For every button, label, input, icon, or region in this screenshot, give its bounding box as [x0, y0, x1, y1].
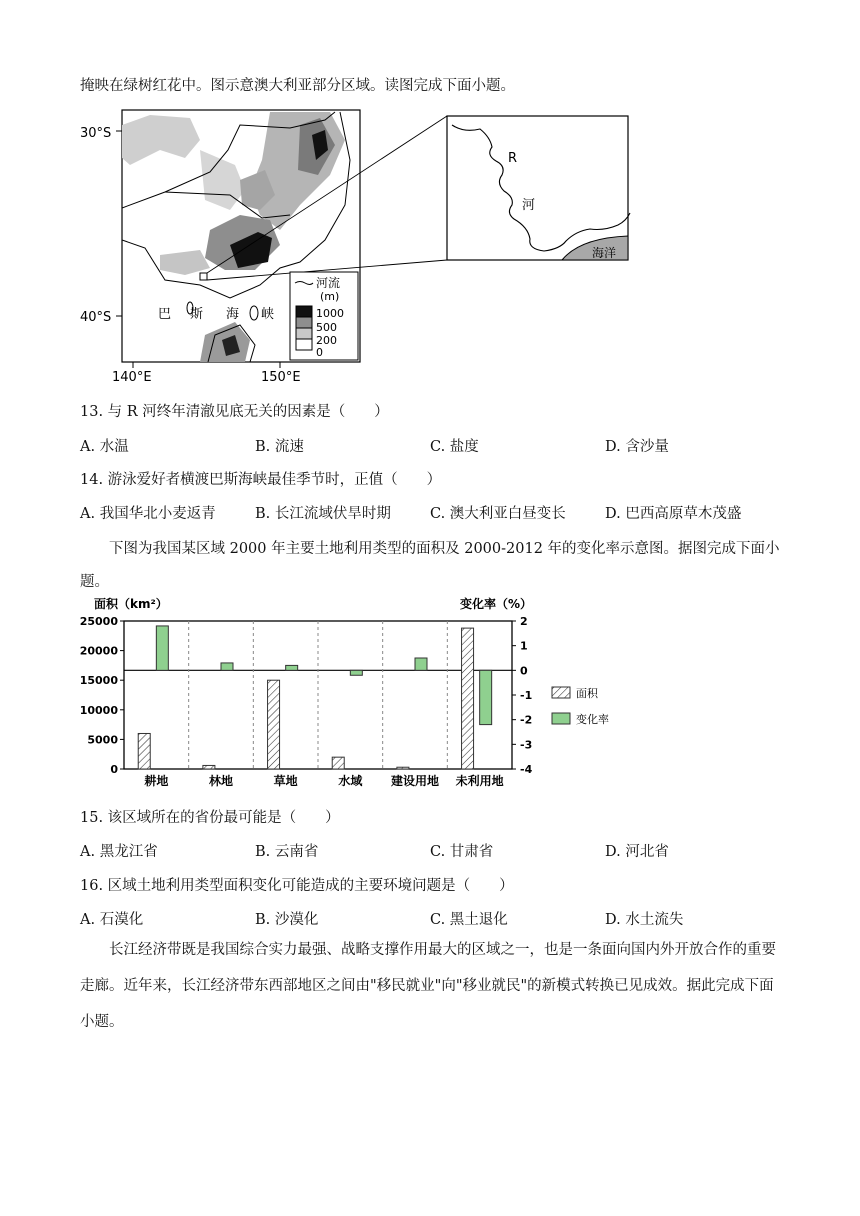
area-bar: [397, 767, 409, 769]
q16-option-a[interactable]: A. 石漠化: [80, 912, 144, 928]
category-label: 草地: [273, 774, 298, 788]
q15-option-d[interactable]: D. 河北省: [605, 844, 669, 860]
lon-label-140: 140°E: [112, 370, 152, 385]
category-label: 耕地: [144, 774, 169, 788]
legend-area-label: 面积: [576, 687, 598, 700]
area-bar: [203, 765, 215, 769]
q13-option-d[interactable]: D. 含沙量: [605, 439, 669, 455]
passage-3: 长江经济带既是我国综合实力最强、战略支撑作用最大的区域之一，也是一条面向国内外开放合作的重要走廊。近年来，长江经济带东西部地区之间由"移民就业"向"移业就民"的新模式转换已见成效。据此完成下面小题。: [80, 942, 776, 1030]
strait-char-3: 海: [226, 307, 240, 322]
q14-option-c[interactable]: C. 澳大利亚白昼变长: [430, 506, 566, 522]
q16-option-c[interactable]: C. 黑土退化: [430, 912, 508, 928]
chart-right-axis-title: 变化率（%）: [460, 597, 533, 611]
strait-char-2: 斯: [190, 307, 204, 322]
passage-2-line-2: 题。: [80, 574, 109, 590]
q15-option-a[interactable]: A. 黑龙江省: [80, 844, 158, 860]
legend-rate-label: 变化率: [576, 713, 609, 726]
right-tick-label: -3: [520, 738, 533, 752]
right-tick-label: 0: [520, 664, 528, 678]
land-use-chart: [80, 595, 640, 795]
inset-locator-box: [200, 273, 207, 280]
inset-river-char: 河: [522, 198, 536, 213]
change-rate-bar: [415, 658, 427, 670]
right-tick-label: 2: [520, 615, 528, 628]
category-label: 建设用地: [390, 774, 440, 788]
q14-option-a[interactable]: A. 我国华北小麦返青: [80, 506, 216, 522]
q13-option-c[interactable]: C. 盐度: [430, 439, 479, 455]
legend-river-label: 河流: [316, 276, 341, 290]
intro-text: 掩映在绿树红花中。图示意澳大利亚部分区域。读图完成下面小题。: [80, 78, 515, 94]
right-tick-label: 1: [520, 639, 528, 653]
left-tick-label: 10000: [80, 703, 118, 717]
inset-ocean-label: 海洋: [592, 246, 617, 260]
q15-option-b[interactable]: B. 云南省: [255, 844, 319, 860]
right-tick-label: -1: [520, 689, 533, 702]
q13-option-b[interactable]: B. 流速: [255, 439, 304, 455]
area-bar: [332, 757, 344, 769]
right-tick-label: -4: [520, 763, 533, 776]
question-15-stem: 15. 该区域所在的省份最可能是（ ）: [80, 810, 340, 826]
change-rate-bar: [350, 670, 362, 675]
legend-area-swatch: [552, 687, 570, 698]
category-label: 水域: [338, 774, 363, 788]
category-label: 未利用地: [455, 774, 504, 788]
change-rate-bar: [480, 670, 492, 724]
chart-left-axis-title: 面积（km²）: [94, 597, 168, 611]
left-tick-label: 25000: [80, 615, 118, 628]
change-rate-bar: [221, 663, 233, 670]
lat-label-40: 40°S: [80, 310, 112, 325]
lat-label-30: 30°S: [80, 126, 112, 141]
q13-option-a[interactable]: A. 水温: [80, 439, 129, 455]
left-tick-label: 5000: [87, 733, 118, 747]
question-16-stem: 16. 区域土地利用类型面积变化可能造成的主要环境问题是（ ）: [80, 878, 514, 894]
q14-option-d[interactable]: D. 巴西高原草木茂盛: [605, 506, 742, 522]
change-rate-bar: [286, 665, 298, 670]
inset-river-letter: R: [508, 151, 518, 166]
left-tick-label: 20000: [80, 644, 118, 658]
question-14-stem: 14. 游泳爱好者横渡巴斯海峡最佳季节时，正值（ ）: [80, 472, 442, 488]
category-label: 林地: [208, 774, 234, 788]
left-tick-label: 15000: [80, 674, 118, 688]
q16-option-b[interactable]: B. 沙漠化: [255, 912, 319, 928]
q15-option-c[interactable]: C. 甘肃省: [430, 844, 494, 860]
legend-level-200: 200: [316, 334, 337, 347]
lon-label-150: 150°E: [261, 370, 301, 385]
legend-level-1000: 1000: [316, 307, 344, 320]
legend-unit: (m): [320, 290, 340, 303]
strait-char-4: 峡: [261, 307, 275, 322]
q14-option-b[interactable]: B. 长江流域伏旱时期: [255, 506, 391, 522]
legend-level-0: 0: [316, 346, 323, 359]
question-13-stem: 13. 与 R 河终年清澈见底无关的因素是（ ）: [80, 404, 389, 420]
change-rate-bar: [156, 626, 168, 670]
q16-option-d[interactable]: D. 水土流失: [605, 912, 684, 928]
legend-rate-swatch: [552, 713, 570, 724]
right-tick-label: -2: [520, 713, 533, 727]
strait-char-1: 巴: [158, 307, 172, 322]
area-bar: [268, 680, 280, 769]
area-bar: [462, 628, 474, 769]
passage-2-line-1: 下图为我国某区域 2000 年主要土地利用类型的面积及 2000-2012 年的变化率示意图。据图完成下面小: [109, 541, 780, 557]
inset-map: [447, 116, 628, 260]
area-bar: [138, 733, 150, 769]
legend-level-500: 500: [316, 321, 337, 334]
left-tick-label: 0: [110, 763, 118, 776]
